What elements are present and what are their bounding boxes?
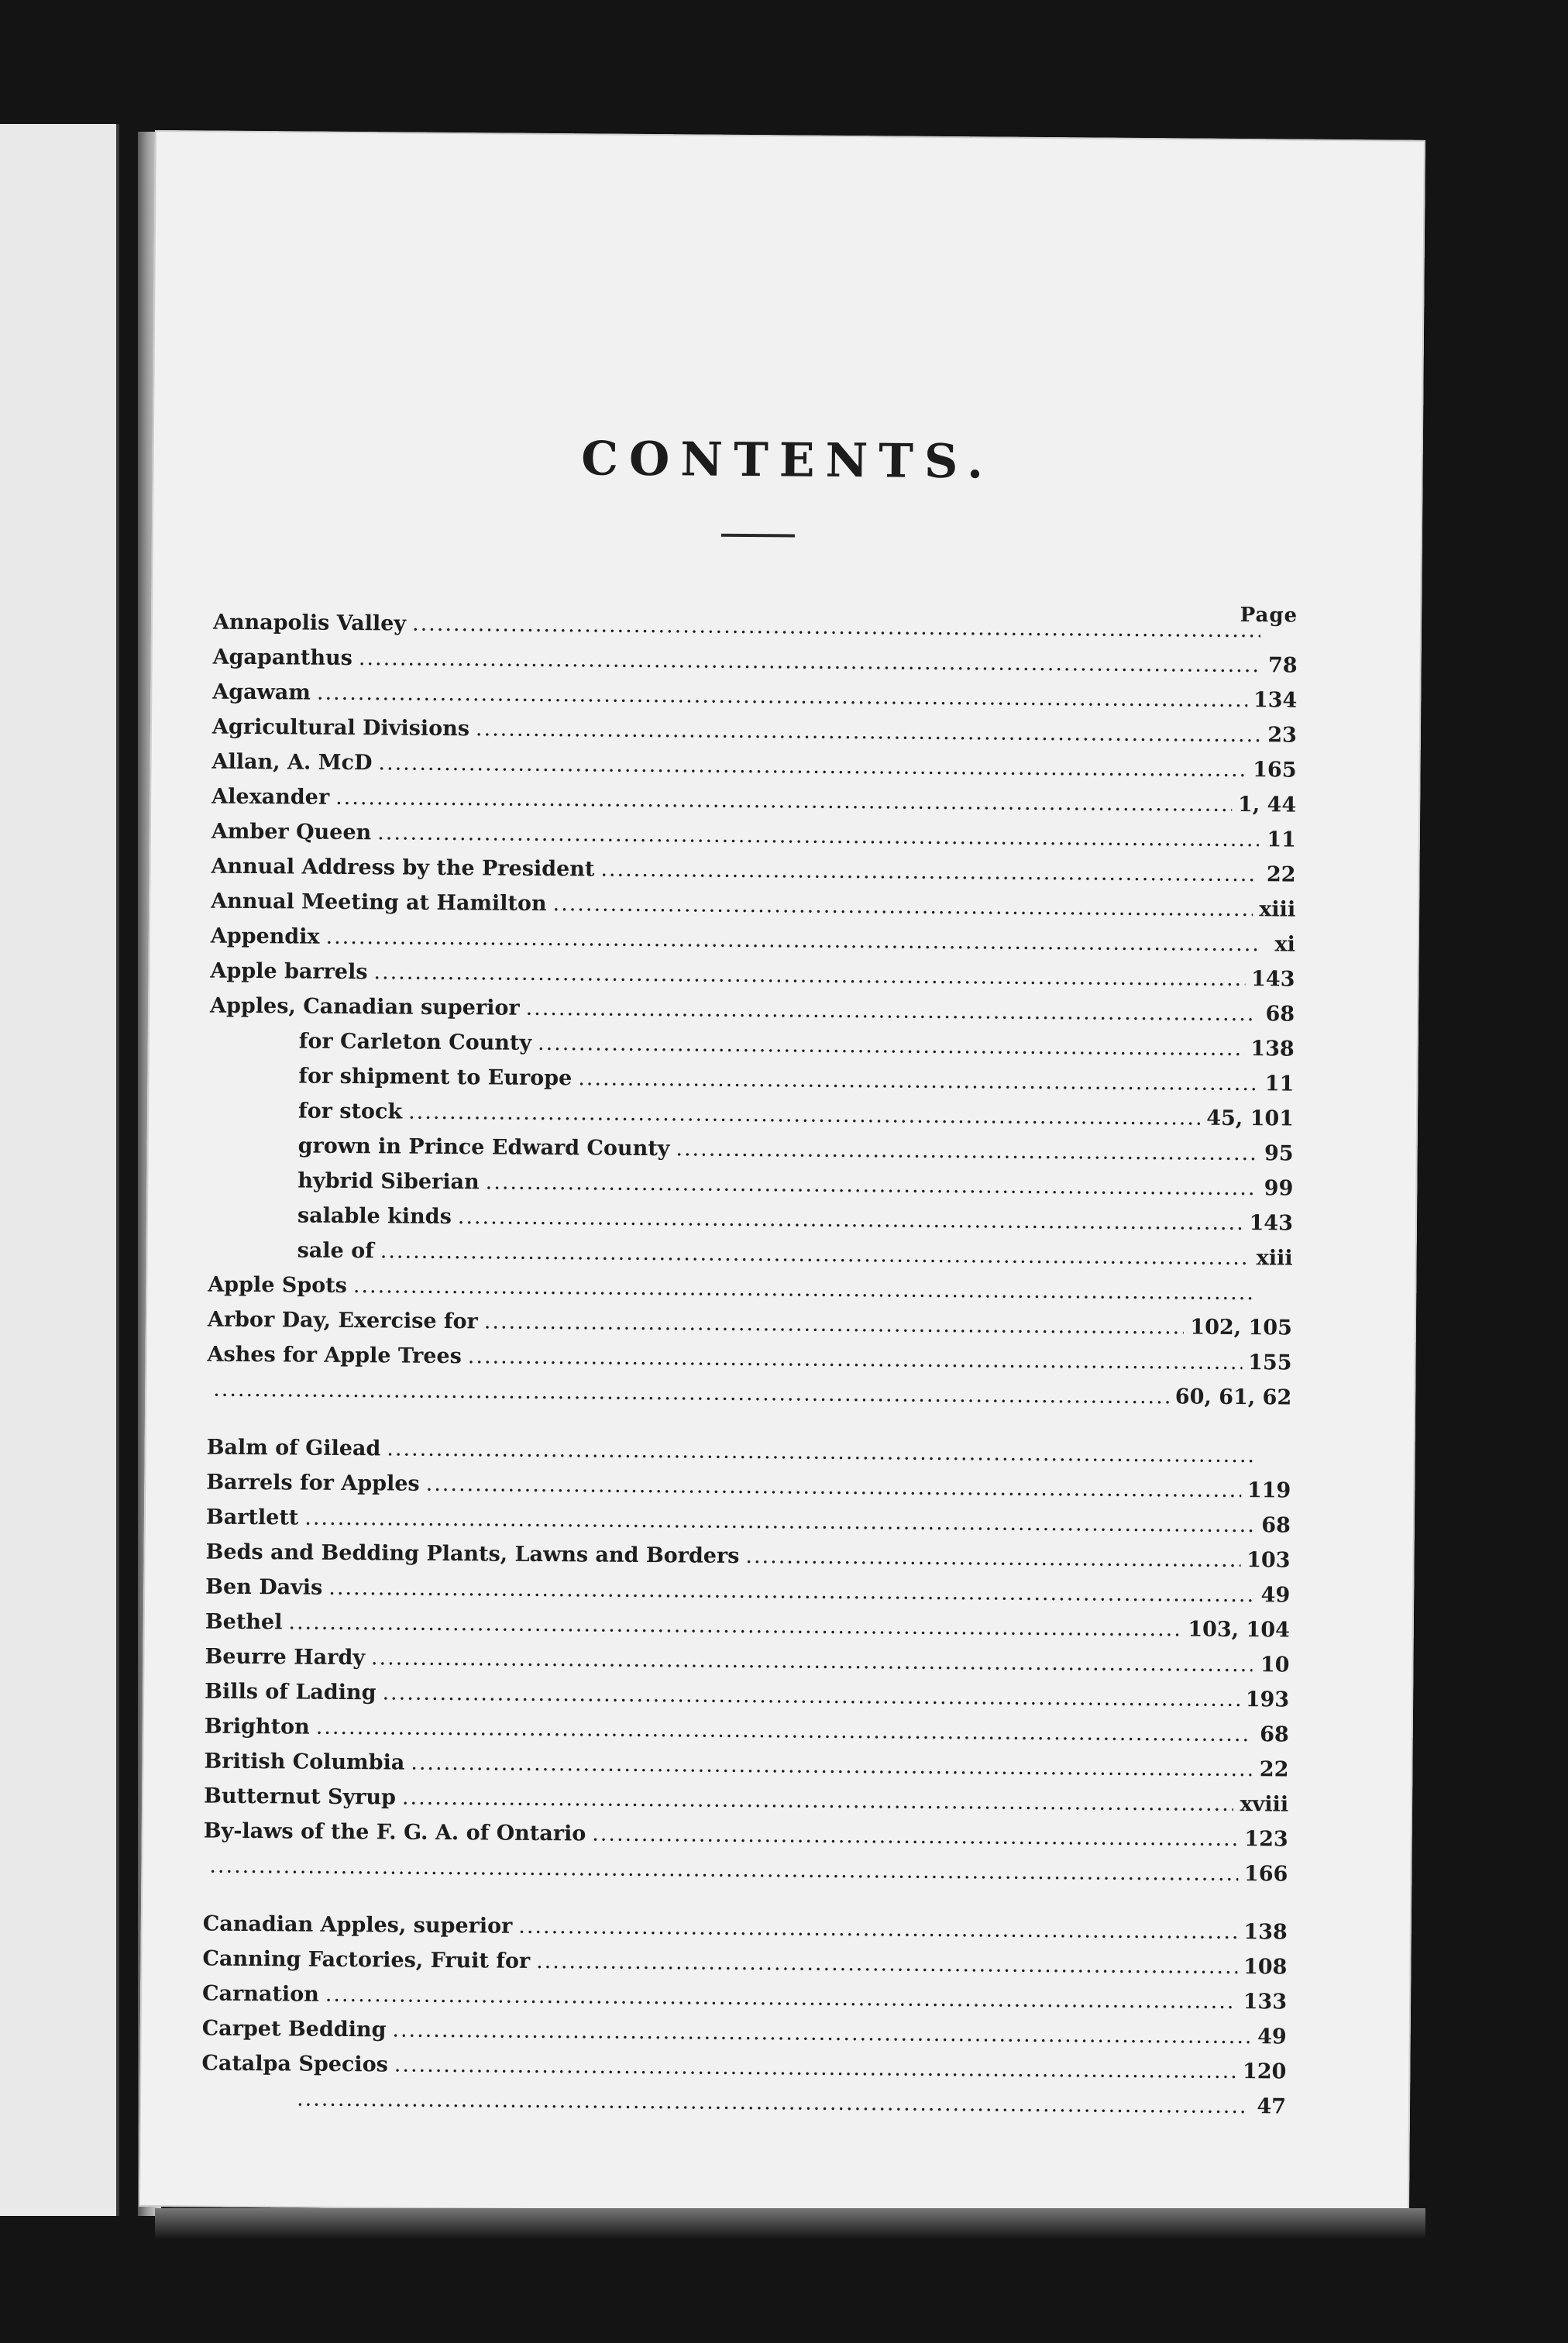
entry-label: By-laws of the F. G. A. of Ontario	[203, 1818, 586, 1846]
page-title: CONTENTS.	[580, 432, 995, 490]
entry-label: Butternut Syrup	[203, 1784, 397, 1810]
entry-label: hybrid Siberian	[297, 1168, 480, 1195]
entry-label: Ben Davis	[205, 1574, 323, 1600]
entry-label: Apple barrels	[210, 958, 368, 985]
contents-page	[139, 130, 1425, 2217]
entry-page: 11	[1264, 1072, 1295, 1096]
dot-leader	[600, 852, 1258, 893]
entry-label: Agapanthus	[212, 645, 353, 671]
dot-leader	[213, 1372, 1169, 1415]
entry-label: Annapolis Valley	[212, 610, 407, 636]
entry-label: Canning Factories, Fruit for	[202, 1946, 531, 1973]
contents-entry	[203, 1849, 1288, 1892]
title-rule	[721, 534, 795, 538]
dot-leader	[745, 1539, 1240, 1577]
entry-page: 99	[1264, 1176, 1294, 1201]
entry-label: Brighton	[204, 1714, 310, 1739]
entry-label: salable kinds	[297, 1203, 452, 1230]
entry-page: 23	[1267, 723, 1298, 748]
entry-page: 95	[1264, 1141, 1294, 1166]
entry-page: 133	[1243, 1990, 1288, 2014]
left-page-edge	[0, 124, 119, 2216]
entry-page: 68	[1260, 1722, 1289, 1747]
entry-page: 103	[1246, 1548, 1291, 1573]
page-column-header: Page	[1240, 604, 1298, 628]
entry-label: grown in Prince Edward County	[297, 1134, 670, 1161]
entry-page: 68	[1265, 1002, 1295, 1027]
entry-label: Alexander	[211, 784, 330, 810]
contents-entry	[201, 2081, 1286, 2125]
entry-label: Agricultural Divisions	[211, 714, 470, 741]
entry-label: for shipment to Europe	[298, 1064, 573, 1091]
entry-label: Agawam	[212, 680, 311, 705]
entry-page: 138	[1250, 1037, 1295, 1061]
entry-page: 68	[1261, 1513, 1291, 1538]
entry-label: Barrels for Apples	[206, 1470, 420, 1496]
entry-label: Bills of Lading	[205, 1679, 377, 1705]
entry-page: 123	[1244, 1827, 1288, 1852]
dot-leader	[209, 1849, 1238, 1891]
entry-page: 1, 44	[1237, 793, 1297, 817]
entry-label: Bartlett	[205, 1505, 299, 1530]
dot-leader	[676, 1131, 1257, 1171]
dot-leader	[525, 991, 1257, 1031]
dot-leader	[408, 1095, 1201, 1136]
entry-page: xi	[1274, 932, 1295, 957]
entry-label: Beds and Bedding Plants, Lawns and Borders	[205, 1540, 740, 1568]
dot-leader	[458, 1199, 1243, 1240]
entry-label: Appendix	[210, 924, 320, 949]
entry-label: for stock	[297, 1099, 403, 1124]
entry-page: 22	[1259, 1757, 1289, 1782]
entry-label: Balm of Gilead	[206, 1435, 381, 1461]
entry-page: 119	[1246, 1478, 1291, 1503]
entry-page: 78	[1267, 653, 1298, 678]
dot-leader	[518, 1909, 1237, 1949]
entry-page: 155	[1248, 1350, 1292, 1375]
dot-leader	[536, 1944, 1237, 1984]
entry-page: 108	[1243, 1955, 1288, 1980]
dot-leader	[476, 711, 1260, 752]
entry-page: 102, 105	[1190, 1315, 1293, 1340]
dot-leader	[468, 1339, 1243, 1380]
entry-label: Apple Spots	[208, 1272, 348, 1298]
entry-page: 10	[1260, 1653, 1290, 1677]
entry-page: xviii	[1240, 1792, 1289, 1817]
entry-page: 143	[1250, 967, 1295, 992]
entry-label: Apples, Canadian superior	[210, 993, 520, 1020]
entry-label: Annual Meeting at Hamilton	[211, 889, 547, 917]
entry-label: Ashes for Apple Trees	[207, 1342, 462, 1369]
entry-page: 11	[1267, 827, 1296, 852]
entry-page: 49	[1257, 2025, 1287, 2049]
entry-label: Allan, A. McD	[211, 749, 373, 776]
page-bottom-shadow	[155, 2208, 1425, 2239]
entry-page: xiii	[1259, 897, 1296, 922]
entry-page: 47	[1257, 2094, 1287, 2119]
contents-list	[201, 605, 1298, 2125]
dot-leader	[592, 1817, 1238, 1857]
entry-page: 103, 104	[1188, 1617, 1290, 1643]
entry-label: for Carleton County	[298, 1029, 532, 1055]
entry-label: Carnation	[201, 1981, 319, 2007]
entry-page: 45, 101	[1206, 1106, 1295, 1131]
entry-label: sale of	[297, 1238, 374, 1264]
entry-page: 134	[1253, 688, 1298, 713]
entry-label: Annual Address by the President	[211, 854, 595, 882]
dot-leader	[486, 1165, 1257, 1206]
entry-page: 193	[1245, 1688, 1290, 1712]
entry-label: Beurre Hardy	[205, 1644, 366, 1670]
entry-page: 165	[1253, 758, 1297, 783]
entry-label: Amber Queen	[211, 819, 372, 845]
entry-page: 138	[1243, 1920, 1288, 1945]
entry-label: Arbor Day, Exercise for	[207, 1307, 478, 1334]
entry-label: British Columbia	[204, 1749, 405, 1775]
entry-label: Canadian Apples, superior	[202, 1911, 513, 1939]
entry-label: Bethel	[205, 1609, 283, 1635]
dot-leader	[297, 2082, 1249, 2125]
entry-page: 143	[1249, 1211, 1294, 1236]
dot-leader	[552, 886, 1253, 927]
entry-page: 120	[1242, 2059, 1287, 2084]
entry-page: 60, 61, 62	[1174, 1385, 1292, 1410]
dot-leader	[484, 1304, 1185, 1344]
entry-label: Catalpa Specios	[201, 2051, 388, 2077]
entry-label	[201, 2105, 291, 2106]
entry-page: 166	[1243, 1862, 1288, 1887]
dot-leader	[538, 1026, 1245, 1066]
contents-entry	[207, 1372, 1291, 1416]
entry-page: 22	[1266, 862, 1296, 887]
entry-page: xiii	[1256, 1246, 1293, 1271]
entry-page: 49	[1260, 1583, 1291, 1608]
entry-label: Carpet Bedding	[201, 2016, 387, 2042]
dot-leader	[578, 1061, 1257, 1101]
